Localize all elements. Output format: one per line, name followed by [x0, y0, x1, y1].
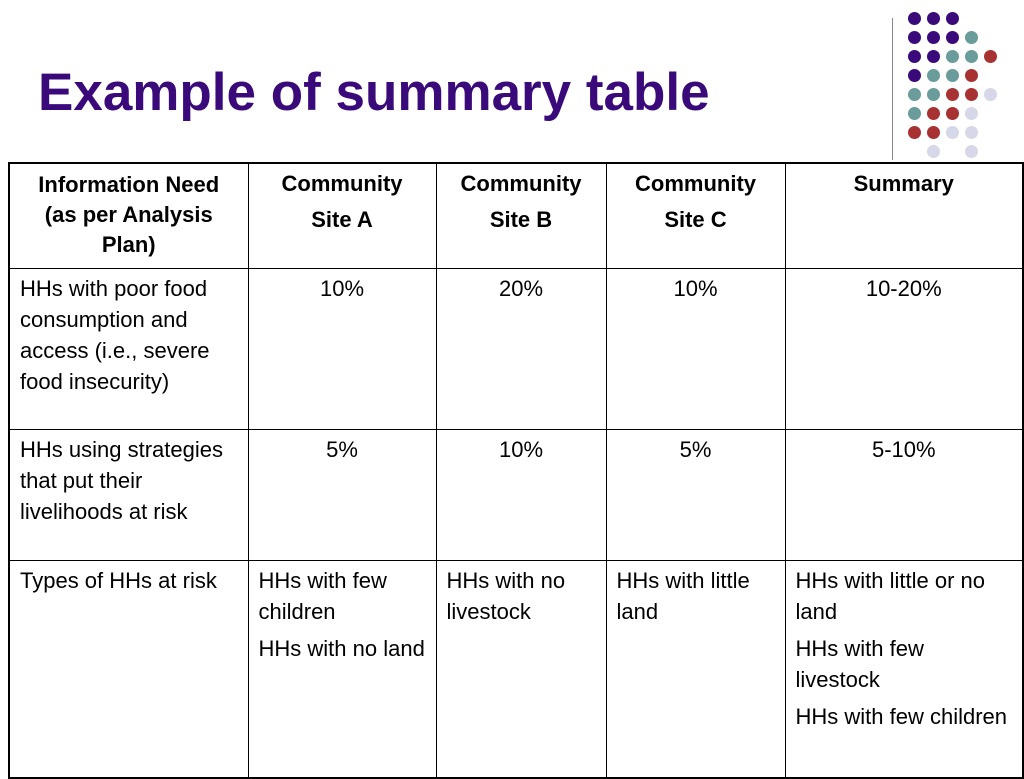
decorative-dot [946, 12, 959, 25]
decorative-dot [965, 126, 978, 139]
decorative-dot [927, 126, 940, 139]
decorative-dot [946, 50, 959, 63]
cell-site-b: 10% [436, 430, 606, 561]
table-row [9, 561, 1023, 779]
decorative-dot [965, 107, 978, 120]
decorative-dot [965, 69, 978, 82]
cell-summary: 5-10% [785, 430, 1023, 561]
cell-site-c [606, 561, 785, 779]
decorative-dot [946, 88, 959, 101]
header-site-b: Community Site B [436, 163, 606, 269]
decorative-dot [908, 31, 921, 44]
list-item: HHs with little or no land [795, 568, 986, 624]
decorative-dot [965, 88, 978, 101]
decorative-dot [908, 50, 921, 63]
decorative-dot [946, 31, 959, 44]
summary-table [8, 162, 1024, 779]
header-summary: Summary [785, 163, 1023, 269]
decorative-dot [946, 107, 959, 120]
header-information-need: Information Need (as per Analysis Plan) [9, 163, 248, 269]
cell-site-a [248, 561, 436, 779]
decorative-dot [908, 88, 921, 101]
cell-summary [785, 561, 1023, 779]
cell-site-b [436, 561, 606, 779]
decorative-dot [965, 50, 978, 63]
decorative-dot [984, 88, 997, 101]
divider-line [892, 18, 893, 160]
decorative-dot [965, 145, 978, 158]
decorative-dot [927, 145, 940, 158]
cell-site-a: 10% [248, 269, 436, 430]
cell-site-c: 10% [606, 269, 785, 430]
list-item: HHs with few children [258, 568, 387, 624]
decorative-dot-grid [908, 12, 1018, 162]
slide-title: Example of summary table [38, 63, 710, 122]
list-item: HHs with no land [258, 636, 425, 661]
decorative-dot [927, 69, 940, 82]
decorative-dot [927, 12, 940, 25]
decorative-dot [984, 50, 997, 63]
decorative-dot [908, 126, 921, 139]
decorative-dot [908, 12, 921, 25]
decorative-dot [927, 107, 940, 120]
header-site-a: Community Site A [248, 163, 436, 269]
decorative-dot [908, 69, 921, 82]
list-item: HHs with no livestock [446, 568, 566, 624]
decorative-dot [927, 31, 940, 44]
table-row [9, 430, 1023, 561]
table-row [9, 269, 1023, 430]
table-header-row [9, 163, 1023, 269]
decorative-dot [927, 50, 940, 63]
row-label: Types of HHs at risk [9, 561, 248, 779]
row-label: HHs with poor food consumption and access (i.e., severe food insecurity) [9, 269, 248, 430]
decorative-dot [927, 88, 940, 101]
cell-site-b: 20% [436, 269, 606, 430]
decorative-dot [908, 107, 921, 120]
list-item: HHs with few children [795, 704, 1008, 729]
decorative-dot [965, 31, 978, 44]
decorative-dot [946, 126, 959, 139]
header-site-c: Community Site C [606, 163, 785, 269]
list-item: HHs with few livestock [795, 636, 924, 692]
cell-summary: 10-20% [785, 269, 1023, 430]
decorative-dot [946, 69, 959, 82]
row-label: HHs using strategies that put their livelihoods at risk [9, 430, 248, 561]
list-item: HHs with little land [616, 568, 750, 624]
cell-site-c: 5% [606, 430, 785, 561]
cell-site-a: 5% [248, 430, 436, 561]
